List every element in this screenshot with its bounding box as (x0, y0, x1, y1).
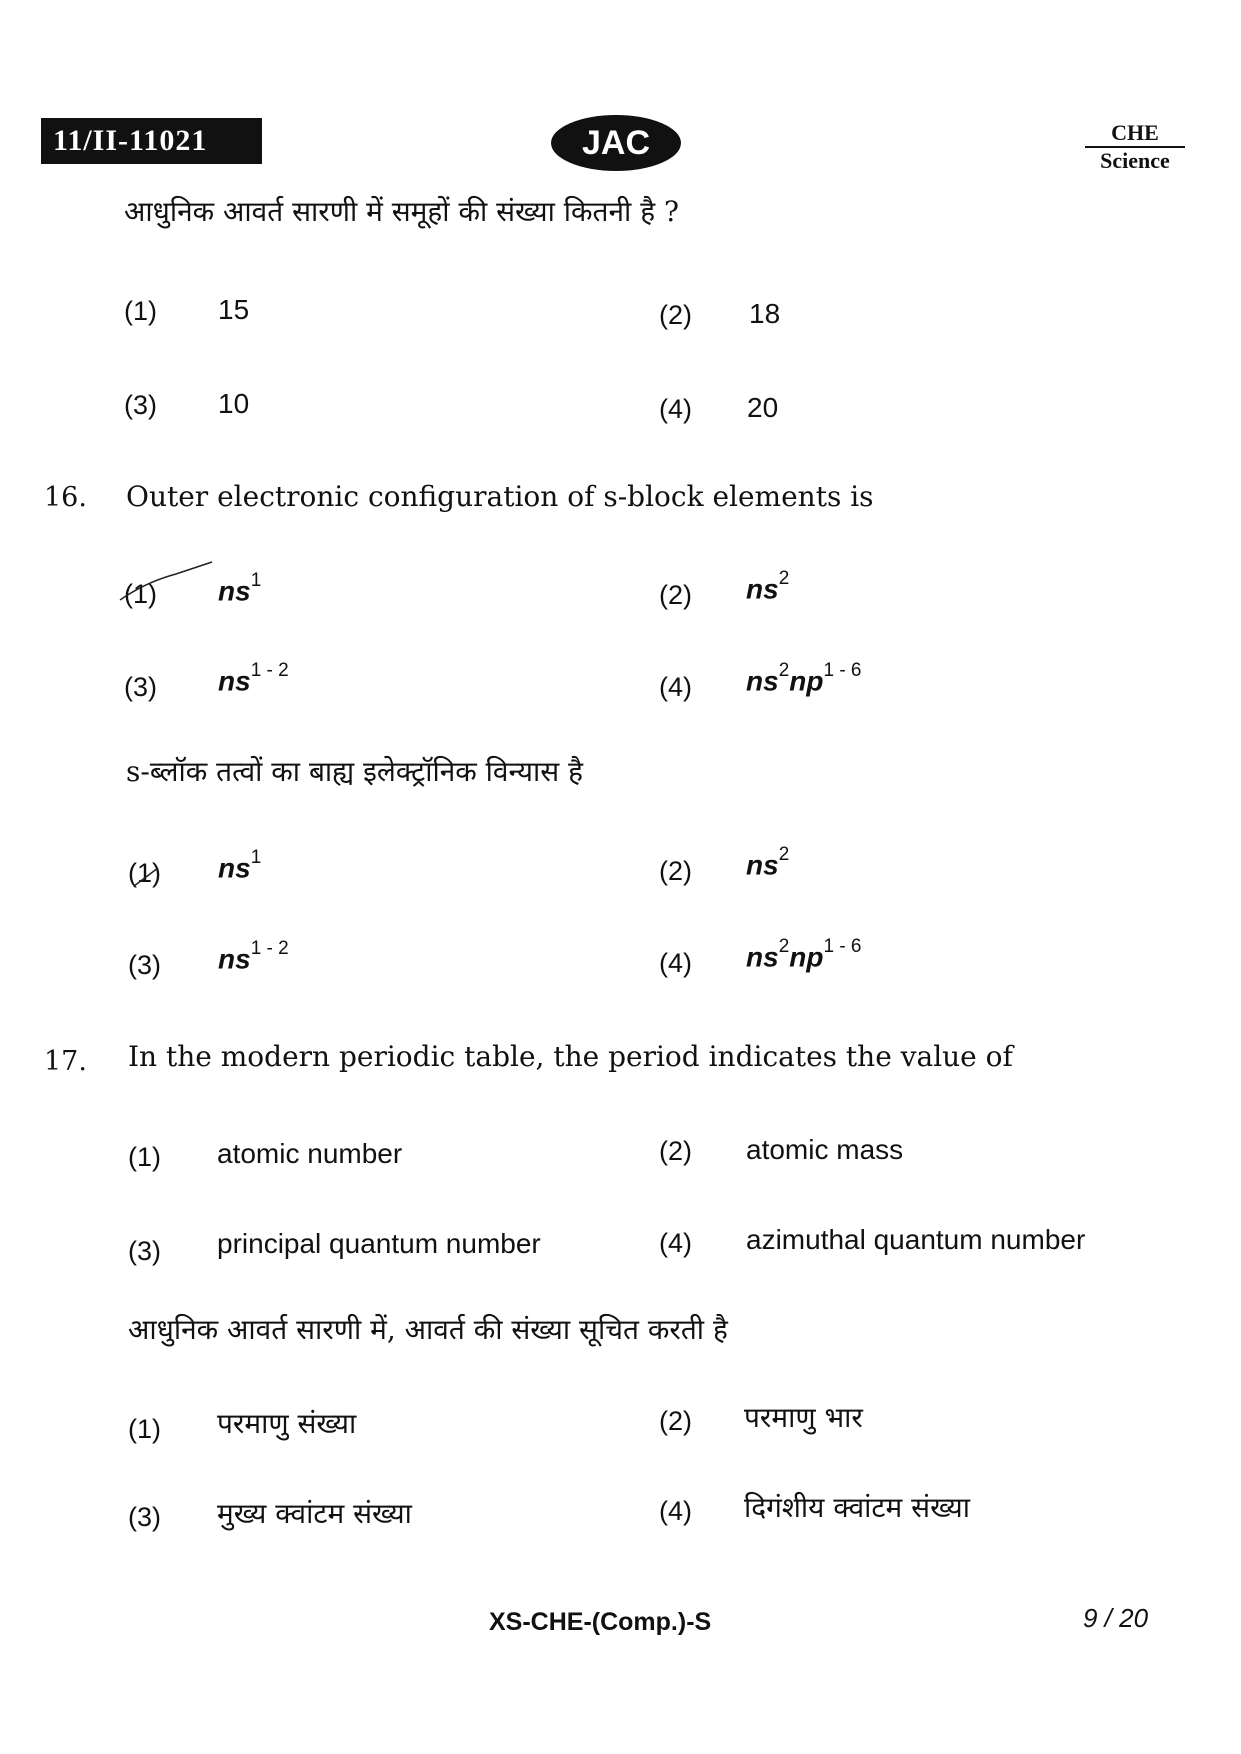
q16-hindi-question: s-ब्लॉक तत्वों का बाह्य इलेक्ट्रॉनिक विन्यास है (126, 755, 583, 788)
q16-option-2-number: (2) (659, 580, 692, 610)
q15-option-1-text: 15 (218, 294, 250, 325)
q17-hindi-option-3-text: मुख्य क्वांटम संख्या (217, 1497, 412, 1530)
q16-option-3-formula (218, 660, 289, 697)
q16-option-3-base: ns (218, 665, 251, 697)
q17-option-4-text: azimuthal quantum number (746, 1224, 1086, 1255)
q17-option-3-number: (3) (128, 1236, 161, 1266)
q16-hindi-option-4-formula (746, 936, 862, 973)
q16-option-4-sup2: 1 - 6 (823, 660, 862, 681)
subject-code: CHE (1085, 120, 1185, 148)
q15-option-1-number: (1) (124, 296, 157, 326)
q17-option-4-number: (4) (659, 1228, 692, 1258)
q16-hindi-option-2-formula (746, 844, 790, 881)
q15-option-3-number: (3) (124, 390, 157, 420)
q15-option-2-text: 18 (749, 298, 781, 329)
q16-hindi-option-2-base: ns (746, 849, 779, 881)
q17-hindi-option-1-number: (1) (128, 1414, 161, 1444)
q16-option-1-formula (218, 570, 262, 607)
q16-option-4-base: ns (746, 665, 779, 697)
q16-hindi-option-4-base: ns (746, 941, 779, 973)
subject-block (1085, 120, 1185, 174)
q16-hindi-option-4-number: (4) (659, 948, 692, 978)
q16-hindi-option-4-base2: np (789, 941, 824, 973)
q16-option-4-formula (746, 660, 862, 697)
q17-option-1-text: atomic number (217, 1138, 403, 1169)
q15-option-4-number: (4) (659, 394, 692, 424)
q17-option-2-text: atomic mass (746, 1134, 904, 1165)
q16-option-2-sup: 2 (778, 568, 790, 589)
strike-mark-icon (128, 856, 168, 896)
q16-option-2-formula (746, 568, 790, 605)
q16-option-4-number: (4) (659, 672, 692, 702)
q17-option-1-number: (1) (128, 1142, 161, 1172)
q15-option-2-number: (2) (659, 300, 692, 330)
q17-hindi-question: आधुनिक आवर्त सारणी में, आवर्त की संख्या सूचित करती है (128, 1313, 728, 1346)
page-number: 9 / 20 (1083, 1603, 1149, 1633)
q16-hindi-option-2-sup: 2 (778, 844, 790, 865)
q15-option-4-text: 20 (747, 392, 779, 423)
q16-option-2-base: ns (746, 573, 779, 605)
q16-hindi-option-3-number: (3) (128, 950, 161, 980)
q16-option-3-sup: 1 - 2 (250, 660, 289, 681)
q17-option-3-text: principal quantum number (217, 1228, 541, 1259)
q16-question: Outer electronic configuration of s-block elements is (126, 480, 874, 513)
q15-option-3-text: 10 (218, 388, 250, 419)
q16-option-3-number: (3) (124, 672, 157, 702)
q17-hindi-option-2-number: (2) (659, 1406, 692, 1436)
q17-hindi-option-3-number: (3) (128, 1502, 161, 1532)
q16-hindi-option-3-formula (218, 938, 289, 975)
q16-hindi-option-4-sup2: 1 - 6 (823, 936, 862, 957)
q15-hindi-question: आधुनिक आवर्त सारणी में समूहों की संख्या कितनी है ? (124, 195, 679, 228)
q16-hindi-option-1-formula (218, 847, 262, 884)
q17-number: 17. (44, 1046, 87, 1077)
q16-hindi-option-1-number: (1) (128, 858, 161, 888)
paper-code-badge: 11/II-11021 (41, 118, 262, 164)
board-logo: JAC (551, 115, 681, 171)
q16-number: 16. (44, 482, 87, 513)
q17-option-2-number: (2) (659, 1136, 692, 1166)
q17-question: In the modern periodic table, the period indicates the value of (128, 1040, 1013, 1073)
q17-hindi-option-2-text: परमाणु भार (744, 1401, 863, 1434)
q16-hindi-option-3-sup: 1 - 2 (250, 938, 289, 959)
q16-option-4-base2: np (789, 665, 824, 697)
tick-mark-icon (116, 560, 216, 610)
q16-hindi-option-1-base: ns (218, 852, 251, 884)
q17-hindi-option-4-text: दिगंशीय क्वांटम संख्या (744, 1491, 970, 1524)
q17-hindi-option-1-text: परमाणु संख्या (217, 1407, 357, 1440)
q16-option-4-sup: 2 (778, 660, 790, 681)
q16-option-1-number: (1) (124, 579, 157, 609)
q16-option-1-base: ns (218, 575, 251, 607)
q16-hindi-option-2-number: (2) (659, 856, 692, 886)
q17-hindi-option-4-number: (4) (659, 1496, 692, 1526)
q16-hindi-option-3-base: ns (218, 943, 251, 975)
q16-hindi-option-1-sup: 1 (250, 847, 262, 868)
stream-label: Science (1100, 148, 1170, 173)
q16-option-1-sup: 1 (250, 570, 262, 591)
q16-hindi-option-4-sup: 2 (778, 936, 790, 957)
footer-paper-code: XS-CHE-(Comp.)-S (489, 1608, 712, 1636)
